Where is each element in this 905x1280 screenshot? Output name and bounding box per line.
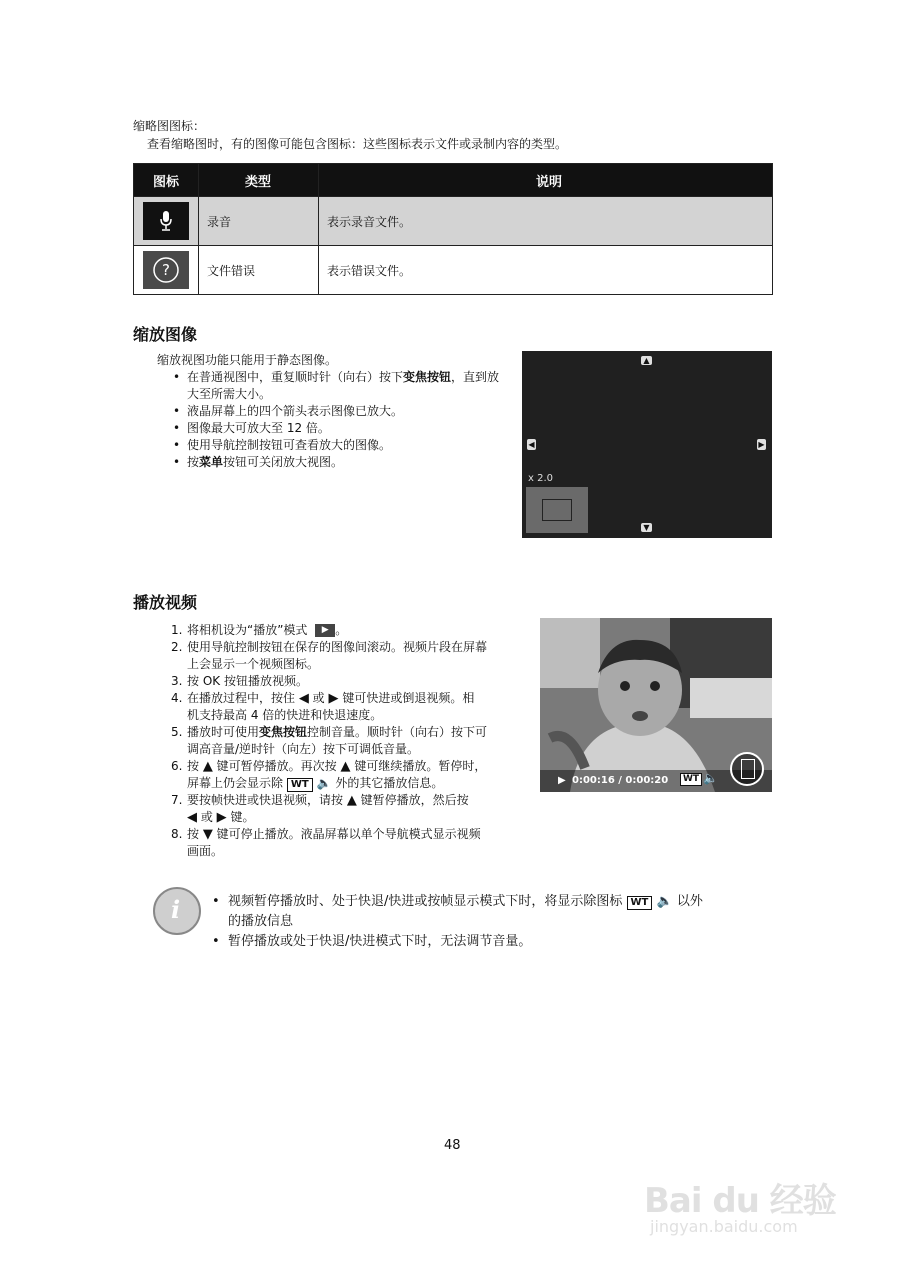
up-triangle-icon: ▲: [340, 759, 351, 774]
row-type: 录音: [199, 197, 319, 246]
right-triangle-icon: ▶: [216, 810, 227, 825]
zoom-navigator: [526, 487, 588, 533]
list-item: 2. 使用导航控制按钮在保存的图像间滚动。视频片段在屏幕 上会显示一个视频图标。: [171, 640, 488, 671]
list-item: 5. 播放时可使用变焦按钮控制音量。顺时针（向右）按下可 调高音量/逆时针（向左）按下可调低音量。: [171, 725, 488, 756]
speaker-icon: 🔈: [703, 771, 718, 785]
svg-text:?: ?: [162, 261, 170, 279]
list-item: 4. 在播放过程中，按住 ◀ 或 ▶ 键可快进或倒退视频。相 机支持最高 4 倍的快进和快退速度。: [171, 691, 475, 722]
video-playback-image: [540, 618, 772, 792]
zoom-screen-image: [522, 351, 772, 538]
list-item: 6. 按 ▲ 键可暂停播放。再次按 ▲ 键可继续播放。暂停时， 屏幕上仍会显示除 WT 🔈 外的其它播放信息。: [171, 759, 487, 790]
row-desc: 表示录音文件。: [319, 197, 773, 246]
watermark-url: jingyan.baidu.com: [650, 1217, 798, 1236]
list-item: 3. 按 OK 按钮播放视频。: [171, 674, 308, 688]
up-triangle-icon: ▲: [346, 793, 357, 808]
nav-control-icon: [730, 752, 764, 786]
list-item: • 使用导航控制按钮可查看放大的图像。: [173, 437, 503, 454]
chevron-left-icon: ◀: [528, 440, 535, 449]
thumb-desc: 查看缩略图时，有的图像可能包含图标：这些图标表示文件或录制内容的类型。: [147, 137, 568, 151]
list-item: • 液晶屏幕上的四个箭头表示图像已放大。: [173, 403, 503, 420]
left-triangle-icon: ◀: [298, 691, 309, 706]
speaker-icon: 🔈: [316, 776, 332, 790]
zoom-heading: 缩放图像: [133, 325, 198, 344]
watermark-logo: Bai du 经验: [644, 1181, 836, 1221]
video-heading: 播放视频: [133, 593, 198, 612]
wt-icon: WT: [680, 773, 702, 786]
col-header-icon: 图标: [134, 164, 199, 197]
chevron-down-icon: ▼: [641, 523, 652, 532]
video-time: 0:00:16 / 0:00:20: [572, 775, 669, 786]
play-icon: ▶: [558, 775, 566, 786]
microphone-icon: [143, 202, 189, 240]
list-item: 8. 按 ▼ 键可停止播放。液晶屏幕以单个导航模式显示视频 画面。: [171, 827, 481, 858]
down-triangle-icon: ▼: [202, 827, 213, 842]
up-triangle-icon: ▲: [202, 759, 213, 774]
list-item: • 视频暂停播放时、处于快退/快进或按帧显示模式下时，将显示除图标 WT 🔈 以外 的播放信息: [212, 892, 792, 932]
list-item: • 图像最大可放大至 12 倍。: [173, 420, 503, 437]
col-header-desc: 说明: [319, 164, 773, 197]
speaker-icon: 🔈: [656, 894, 673, 909]
play-mode-icon: ▶: [315, 624, 335, 637]
chevron-right-icon: ▶: [758, 440, 765, 449]
left-triangle-icon: ◀: [187, 810, 197, 825]
right-triangle-icon: ▶: [328, 691, 339, 706]
list-item: 7. 要按帧快进或快退视频，请按 ▲ 键暂停播放，然后按 ◀ 或 ▶ 键。: [171, 793, 469, 825]
thumb-title: 缩略图图标：: [133, 119, 206, 133]
note-text: [212, 892, 792, 952]
table-row: [134, 197, 773, 246]
zoom-intro: 缩放视图功能只能用于静态图像。: [157, 353, 338, 367]
row-desc: 表示错误文件。: [319, 246, 773, 295]
col-header-type: 类型: [199, 164, 319, 197]
wt-icon: WT: [627, 896, 653, 910]
question-icon: [143, 251, 189, 289]
zoom-viewport-rect: [542, 499, 572, 521]
zoom-body: [157, 352, 517, 471]
video-steps: [171, 622, 531, 860]
page-number: 48: [444, 1138, 461, 1153]
list-item: • 按菜单按钮可关闭放大视图。: [173, 454, 503, 471]
list-item: • 在普通视图中，重复顺时针（向右）按下变焦按钮，直到放大至所需大小。: [173, 369, 503, 403]
list-item: • 暂停播放或处于快退/快进模式下时，无法调节音量。: [212, 932, 792, 952]
info-note-icon: i: [153, 887, 201, 935]
row-type: 文件错误: [199, 246, 319, 295]
list-item: 1. 将相机设为“播放”模式 ▶ 。: [171, 623, 348, 637]
chevron-up-icon: ▲: [641, 356, 652, 365]
wt-icon: WT: [287, 778, 313, 792]
table-header-row: [134, 164, 773, 197]
thumb-icon-table: [133, 163, 773, 295]
baidu-watermark: [640, 1165, 870, 1245]
zoom-level-label: x 2.0: [528, 473, 553, 484]
table-row: [134, 246, 773, 295]
